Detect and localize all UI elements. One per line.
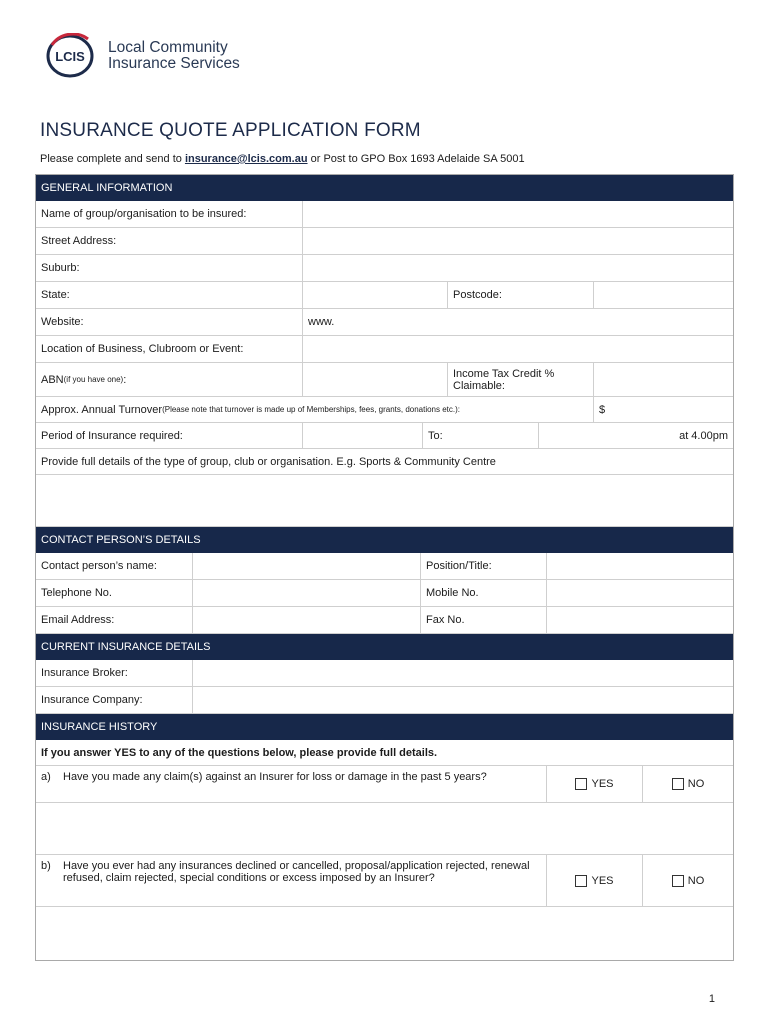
instructions-prefix: Please complete and send to <box>40 153 185 165</box>
row-email <box>36 607 733 634</box>
row-question-a <box>36 766 733 803</box>
question-a <box>36 766 547 802</box>
checkbox-icon[interactable] <box>672 875 684 887</box>
postcode-field[interactable] <box>594 282 733 308</box>
row-org-name <box>36 201 733 228</box>
org-name-field[interactable] <box>303 201 733 227</box>
question-b-no[interactable] <box>643 855 733 906</box>
website-prefix: www. <box>308 316 335 328</box>
abn-label-cell <box>36 363 303 396</box>
itc-label: Income Tax Credit % Claimable: <box>448 363 594 396</box>
street-label: Street Address: <box>36 228 303 254</box>
section-header-contact: CONTACT PERSON’S DETAILS <box>36 527 733 553</box>
yes-label: YES <box>591 874 614 887</box>
website-field[interactable] <box>303 309 733 335</box>
abn-colon: : <box>123 373 127 386</box>
suburb-field[interactable] <box>303 255 733 281</box>
page-number: 1 <box>708 993 715 1005</box>
yes-label: YES <box>591 778 614 790</box>
form-instructions <box>40 153 525 165</box>
broker-field[interactable] <box>193 660 733 686</box>
fax-field[interactable] <box>547 607 733 633</box>
period-time: at 4.00pm <box>679 429 728 442</box>
lcis-logo-mark <box>44 33 100 79</box>
email-link[interactable]: insurance@lcis.com.au <box>184 153 308 165</box>
row-turnover <box>36 397 733 423</box>
row-abn <box>36 363 733 397</box>
company-logo <box>44 33 240 79</box>
abn-field[interactable] <box>303 363 448 396</box>
row-website <box>36 309 733 336</box>
location-label: Location of Business, Clubroom or Event: <box>36 336 303 362</box>
row-details-prompt <box>36 449 733 475</box>
row-location <box>36 336 733 363</box>
company-field[interactable] <box>193 687 733 713</box>
period-from-field[interactable] <box>303 423 423 448</box>
state-label: State: <box>36 282 303 308</box>
no-label: NO <box>687 874 705 887</box>
state-field[interactable] <box>303 282 448 308</box>
form-title: INSURANCE QUOTE APPLICATION FORM <box>40 120 421 141</box>
period-label: Period of Insurance required: <box>36 423 303 448</box>
question-b-letter: b) <box>41 860 51 872</box>
row-telephone <box>36 580 733 607</box>
checkbox-icon[interactable] <box>672 778 684 790</box>
application-form <box>35 174 734 961</box>
period-to-field[interactable] <box>539 423 733 448</box>
broker-label: Insurance Broker: <box>36 660 193 686</box>
row-contact-name <box>36 553 733 580</box>
position-label: Position/Title: <box>421 553 547 579</box>
checkbox-icon[interactable] <box>575 778 587 790</box>
mobile-label: Mobile No. <box>421 580 547 606</box>
mobile-field[interactable] <box>547 580 733 606</box>
logo-line-1: Local Community <box>108 39 228 56</box>
email-field[interactable] <box>193 607 421 633</box>
question-a-no[interactable] <box>643 766 733 802</box>
question-b <box>36 855 547 906</box>
row-suburb <box>36 255 733 282</box>
question-b-details-field[interactable] <box>36 907 733 960</box>
question-a-details-field[interactable] <box>36 803 733 855</box>
turnover-label-cell <box>36 397 594 422</box>
history-intro: If you answer YES to any of the questions below, please provide full details. <box>41 746 438 759</box>
no-label: NO <box>687 778 705 790</box>
abn-note: (if you have one) <box>63 375 124 384</box>
email-label: Email Address: <box>36 607 193 633</box>
row-question-b <box>36 855 733 907</box>
org-name-label: Name of group/organisation to be insured: <box>36 201 303 227</box>
turnover-field[interactable] <box>594 397 733 422</box>
section-header-general: GENERAL INFORMATION <box>36 175 733 201</box>
question-a-text: Have you made any claim(s) against an Insurer for loss or damage in the past 5 years? <box>63 771 487 783</box>
contact-name-field[interactable] <box>193 553 421 579</box>
details-label: Provide full details of the type of group, club or organisation. E.g. Sports & Community Centre <box>41 455 496 468</box>
section-header-history: INSURANCE HISTORY <box>36 714 733 740</box>
position-field[interactable] <box>547 553 733 579</box>
row-period <box>36 423 733 449</box>
telephone-field[interactable] <box>193 580 421 606</box>
question-a-letter: a) <box>41 771 51 783</box>
abn-label: ABN <box>41 373 64 386</box>
row-broker <box>36 660 733 687</box>
contact-name-label: Contact person’s name: <box>36 553 193 579</box>
street-field[interactable] <box>303 228 733 254</box>
period-to-label: To: <box>423 423 539 448</box>
question-b-text: Have you ever had any insurances declined or cancelled, proposal/application rejected, renewal refused, claim rejected, special conditions or excess imposed by an Insurer? <box>63 860 530 884</box>
row-state <box>36 282 733 309</box>
telephone-label: Telephone No. <box>36 580 193 606</box>
turnover-label: Approx. Annual Turnover <box>41 403 163 416</box>
turnover-note: (Please note that turnover is made up of Memberships, fees, grants, donations etc.): <box>162 405 461 414</box>
logo-mark-text: LCIS <box>55 49 85 64</box>
website-label: Website: <box>36 309 303 335</box>
section-header-current: CURRENT INSURANCE DETAILS <box>36 634 733 660</box>
question-a-yes[interactable] <box>547 766 643 802</box>
checkbox-icon[interactable] <box>575 875 587 887</box>
turnover-currency: $ <box>599 403 606 416</box>
logo-wordmark <box>108 40 240 72</box>
row-company <box>36 687 733 714</box>
location-field[interactable] <box>303 336 733 362</box>
fax-label: Fax No. <box>421 607 547 633</box>
row-history-intro <box>36 740 733 766</box>
logo-line-2: Insurance Services <box>108 55 240 72</box>
details-field[interactable] <box>36 475 733 527</box>
question-b-yes[interactable] <box>547 855 643 906</box>
company-label: Insurance Company: <box>36 687 193 713</box>
itc-field[interactable] <box>594 363 733 396</box>
instructions-suffix: or Post to GPO Box 1693 Adelaide SA 5001 <box>307 153 525 165</box>
row-street <box>36 228 733 255</box>
suburb-label: Suburb: <box>36 255 303 281</box>
postcode-label: Postcode: <box>448 282 594 308</box>
